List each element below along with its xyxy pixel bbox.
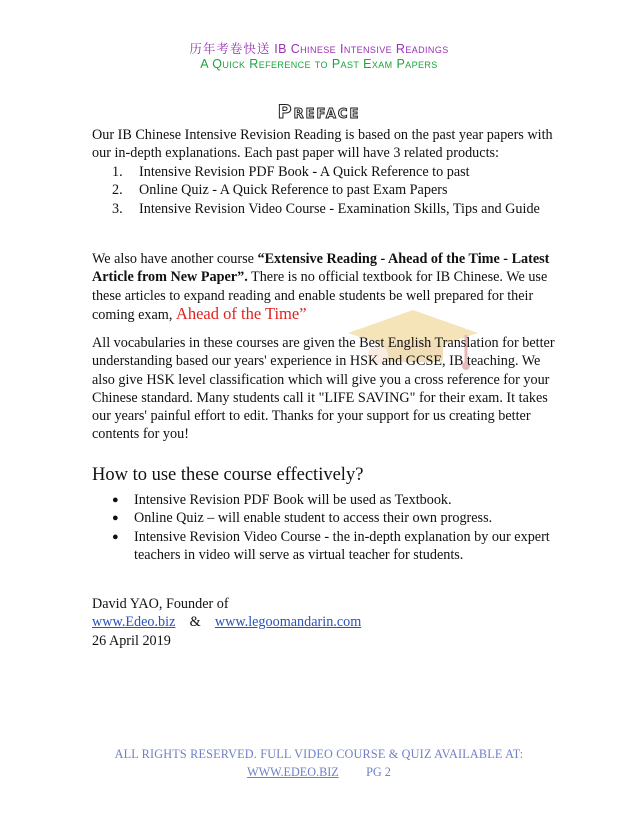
list-item-text: Online Quiz - A Quick Reference to past Exam Papers xyxy=(139,182,448,199)
footer-site-line xyxy=(0,765,638,780)
products-list xyxy=(92,163,562,218)
bullet-item xyxy=(92,491,562,509)
bullet-icon: ● xyxy=(112,494,119,506)
list-number: 2. xyxy=(112,182,123,199)
bullet-item xyxy=(92,528,562,565)
link-separator: & xyxy=(189,614,201,631)
preface-heading: Preface xyxy=(277,101,361,123)
ahead-of-time-highlight: Ahead of the Time” xyxy=(175,303,307,323)
list-number: 1. xyxy=(112,164,123,180)
legoomandarin-link[interactable]: www.legoomandarin.com xyxy=(214,614,362,631)
how-to-heading: How to use these course effectively? xyxy=(92,465,364,485)
edeo-link[interactable]: www.Edeo.biz xyxy=(92,614,176,631)
list-item-text: Intensive Revision PDF Book - A Quick Reference to past xyxy=(139,164,470,180)
preface-intro-paragraph: Our IB Chinese Intensive Revision Reading is based on the past year papers with our in-depth explanations. Each past paper will have 3 related products: xyxy=(92,127,553,162)
bullet-item xyxy=(92,509,562,527)
links-line xyxy=(92,613,361,631)
bullet-icon: ● xyxy=(112,512,119,525)
footer-site-link[interactable]: WWW.EDEO.BIZ xyxy=(247,765,339,779)
bullet-icon: ● xyxy=(112,530,119,543)
vocabulary-paragraph: All vocabularies in these courses are given the Best English Translation for better understanding based our years' experience in HSK and GCSE, IB teaching. We also give HSK level classification which will give you a cross reference for your Chinese standard. Many students call it "LIFE SAVING" for their exam. It takes our years' painful effort to edit. Thanks for your support for us creating better contents for you! xyxy=(92,335,555,443)
bullet-text: Intensive Revision Video Course - the in-depth explanation by our expert teachers in video will serve as virtual teacher for students. xyxy=(134,528,550,563)
bullet-text: Online Quiz – will enable student to access their own progress. xyxy=(134,510,493,527)
header-english-title: IB Chinese Intensive Readings xyxy=(274,42,449,56)
author-line: David YAO, Founder of xyxy=(92,596,229,612)
bullet-text: Intensive Revision PDF Book will be used as Textbook. xyxy=(134,492,452,508)
header-subtitle: A Quick Reference to Past Exam Papers xyxy=(200,57,438,71)
signature-block xyxy=(92,595,361,650)
signature-date: 26 April 2019 xyxy=(92,632,171,649)
extensive-reading-paragraph xyxy=(92,250,562,324)
list-item xyxy=(92,163,562,181)
list-item xyxy=(92,200,562,218)
list-item xyxy=(92,181,562,199)
page-number: PG 2 xyxy=(366,765,391,779)
footer-rights: ALL RIGHTS RESERVED. FULL VIDEO COURSE & QUIZ AVAILABLE AT: xyxy=(114,747,524,761)
list-number: 3. xyxy=(112,200,123,217)
list-item-text: Intensive Revision Video Course - Examination Skills, Tips and Guide xyxy=(139,200,540,217)
course-name-bold: “Extensive Reading - Ahead of the Time - Latest Article from New Paper”. xyxy=(92,251,550,286)
para2-lead: We also have another course xyxy=(92,251,258,267)
how-to-bullet-list xyxy=(92,491,562,564)
header-chinese-title: 历年考卷快送 xyxy=(189,42,271,56)
para2-body: There is no official textbook for IB Chinese. We use these articles to expand reading and enable students be well prepared for their coming exam, xyxy=(92,269,548,323)
header-title-line xyxy=(0,39,638,57)
